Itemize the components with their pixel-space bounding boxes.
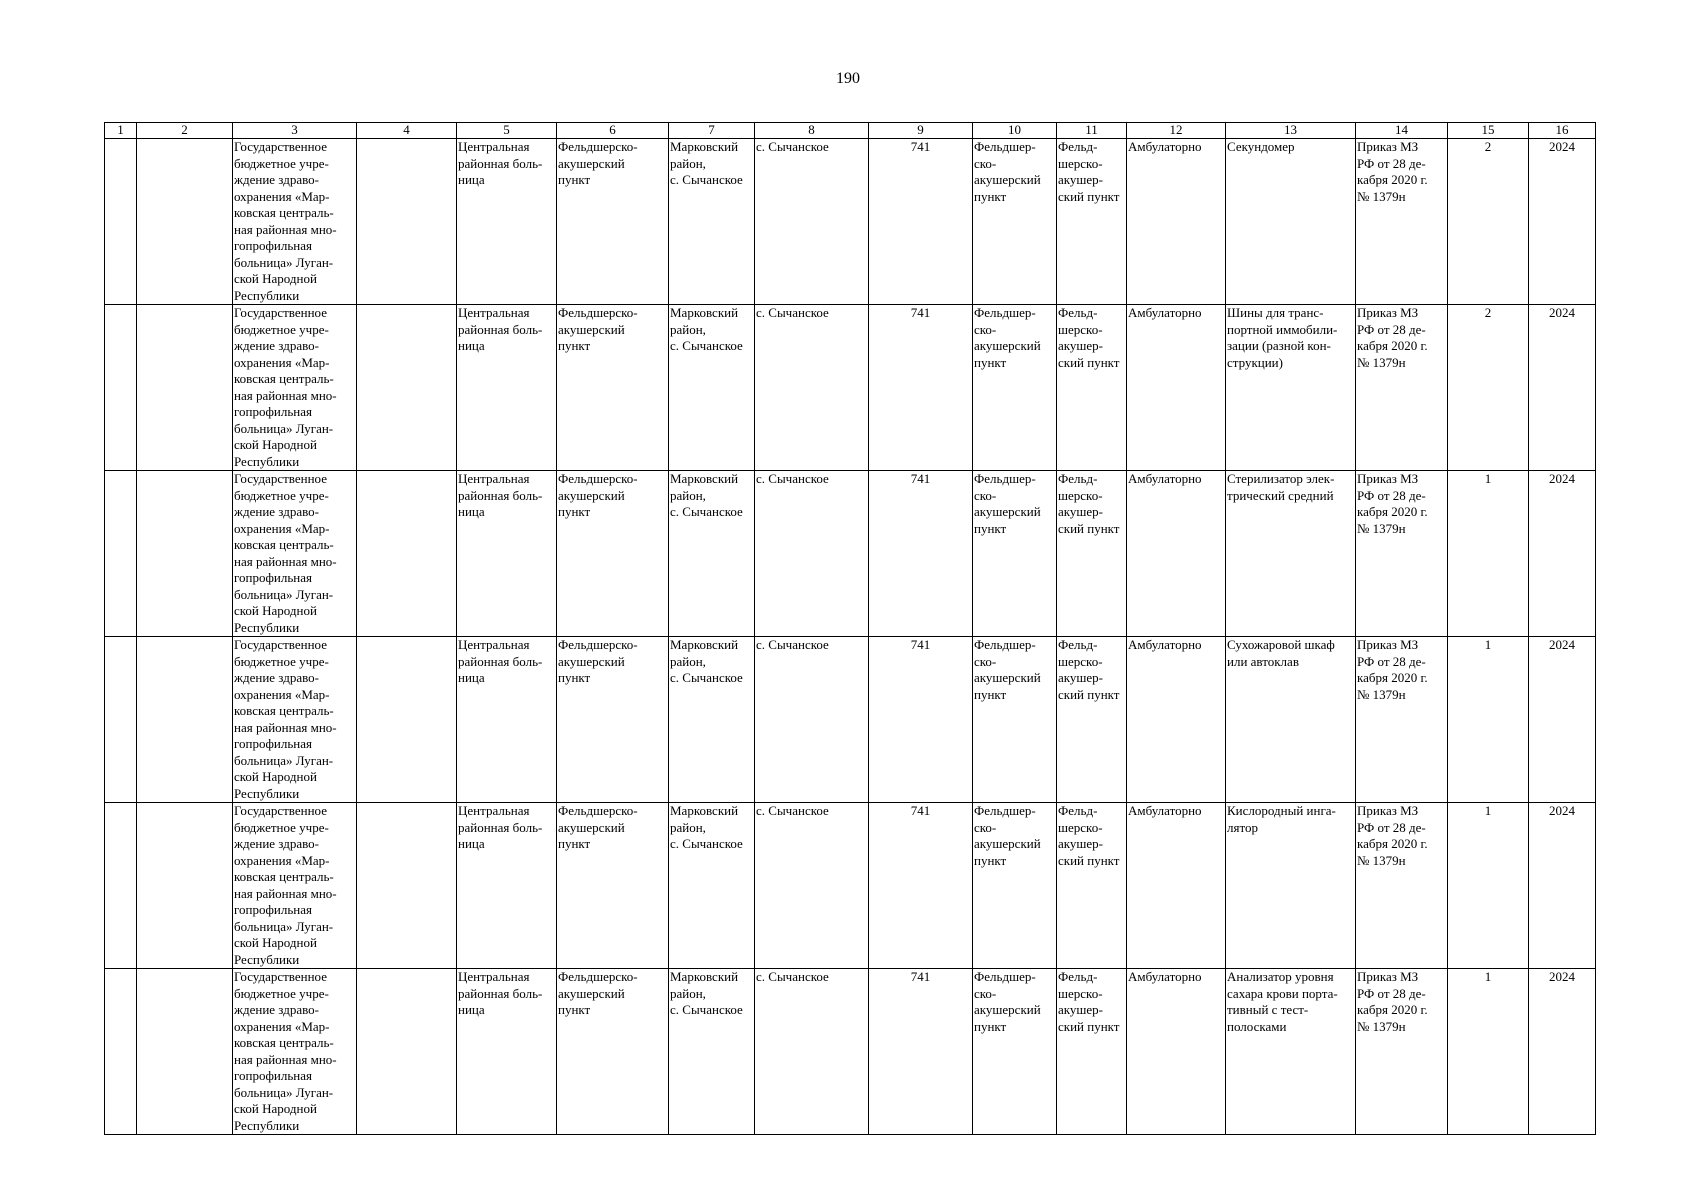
hospital-type-cell: Центральная районная боль- ница [457, 139, 557, 305]
unit-type-cell: Фельдшер- ско- акушерский пункт [973, 139, 1057, 305]
quantity-cell: 2 [1448, 305, 1529, 471]
table-body [105, 139, 1596, 1135]
unit-name-cell: Фельд- шерско- акушер- ский пункт [1057, 637, 1127, 803]
organization-cell: Государственное бюджетное учре- ждение здраво- охранения «Мар- ковская централь- ная районная мно- гопрофильная больница» Луган- ской Народной Республики [233, 139, 357, 305]
unit-type-cell: Фельдшер- ско- акушерский пункт [973, 471, 1057, 637]
column-header: 14 [1356, 123, 1448, 139]
unit-type-cell: Фельдшер- ско- акушерский пункт [973, 969, 1057, 1135]
order-reference-cell: Приказ МЗ РФ от 28 де- кабря 2020 г. № 1379н [1356, 139, 1448, 305]
settlement-cell: с. Сычанское [755, 139, 869, 305]
population-cell: 741 [869, 637, 973, 803]
unit-type-cell: Фельдшер- ско- акушерский пункт [973, 305, 1057, 471]
table-header [105, 123, 1596, 139]
col-2-cell [137, 139, 233, 305]
column-header: 16 [1529, 123, 1596, 139]
quantity-cell: 1 [1448, 969, 1529, 1135]
district-cell: Марковский район, с. Сычанское [669, 139, 755, 305]
col-4-cell [357, 803, 457, 969]
population-cell: 741 [869, 471, 973, 637]
col-2-cell [137, 969, 233, 1135]
table-row [105, 305, 1596, 471]
table-row [105, 471, 1596, 637]
facility-type-cell: Фельдшерско- акушерский пункт [557, 139, 669, 305]
quantity-cell: 1 [1448, 637, 1529, 803]
facility-type-cell: Фельдшерско- акушерский пункт [557, 637, 669, 803]
column-header: 1 [105, 123, 137, 139]
column-header: 3 [233, 123, 357, 139]
column-number-row [105, 123, 1596, 139]
col-1-cell [105, 803, 137, 969]
col-1-cell [105, 305, 137, 471]
quantity-cell: 2 [1448, 139, 1529, 305]
district-cell: Марковский район, с. Сычанское [669, 803, 755, 969]
settlement-cell: с. Сычанское [755, 305, 869, 471]
column-header: 2 [137, 123, 233, 139]
col-2-cell [137, 305, 233, 471]
column-header: 10 [973, 123, 1057, 139]
district-cell: Марковский район, с. Сычанское [669, 305, 755, 471]
table-row [105, 139, 1596, 305]
organization-cell: Государственное бюджетное учре- ждение здраво- охранения «Мар- ковская централь- ная районная мно- гопрофильная больница» Луган- ской Народной Республики [233, 471, 357, 637]
equipment-name-cell: Сухожаровой шкаф или автоклав [1226, 637, 1356, 803]
column-header: 8 [755, 123, 869, 139]
table-row [105, 969, 1596, 1135]
district-cell: Марковский район, с. Сычанское [669, 969, 755, 1135]
col-4-cell [357, 637, 457, 803]
hospital-type-cell: Центральная районная боль- ница [457, 969, 557, 1135]
col-4-cell [357, 139, 457, 305]
order-reference-cell: Приказ МЗ РФ от 28 де- кабря 2020 г. № 1379н [1356, 637, 1448, 803]
col-2-cell [137, 803, 233, 969]
order-reference-cell: Приказ МЗ РФ от 28 де- кабря 2020 г. № 1379н [1356, 803, 1448, 969]
col-2-cell [137, 471, 233, 637]
col-1-cell [105, 139, 137, 305]
organization-cell: Государственное бюджетное учре- ждение здраво- охранения «Мар- ковская централь- ная районная мно- гопрофильная больница» Луган- ской Народной Республики [233, 803, 357, 969]
column-header: 13 [1226, 123, 1356, 139]
table-row [105, 803, 1596, 969]
unit-name-cell: Фельд- шерско- акушер- ский пункт [1057, 471, 1127, 637]
year-cell: 2024 [1529, 305, 1596, 471]
column-header: 11 [1057, 123, 1127, 139]
population-cell: 741 [869, 803, 973, 969]
col-2-cell [137, 637, 233, 803]
col-1-cell [105, 969, 137, 1135]
column-header: 12 [1127, 123, 1226, 139]
care-form-cell: Амбулаторно [1127, 305, 1226, 471]
hospital-type-cell: Центральная районная боль- ница [457, 305, 557, 471]
year-cell: 2024 [1529, 969, 1596, 1135]
page-number: 190 [836, 70, 860, 87]
col-4-cell [357, 969, 457, 1135]
column-header: 6 [557, 123, 669, 139]
care-form-cell: Амбулаторно [1127, 969, 1226, 1135]
settlement-cell: с. Сычанское [755, 637, 869, 803]
unit-name-cell: Фельд- шерско- акушер- ский пункт [1057, 305, 1127, 471]
col-4-cell [357, 305, 457, 471]
col-4-cell [357, 471, 457, 637]
column-header: 7 [669, 123, 755, 139]
organization-cell: Государственное бюджетное учре- ждение здраво- охранения «Мар- ковская централь- ная районная мно- гопрофильная больница» Луган- ской Народной Республики [233, 305, 357, 471]
quantity-cell: 1 [1448, 471, 1529, 637]
equipment-name-cell: Анализатор уровня сахара крови порта- тивный с тест- полосками [1226, 969, 1356, 1135]
unit-name-cell: Фельд- шерско- акушер- ский пункт [1057, 969, 1127, 1135]
facility-type-cell: Фельдшерско- акушерский пункт [557, 471, 669, 637]
organization-cell: Государственное бюджетное учре- ждение здраво- охранения «Мар- ковская централь- ная районная мно- гопрофильная больница» Луган- ской Народной Республики [233, 637, 357, 803]
settlement-cell: с. Сычанское [755, 471, 869, 637]
population-cell: 741 [869, 139, 973, 305]
hospital-type-cell: Центральная районная боль- ница [457, 471, 557, 637]
equipment-name-cell: Секундомер [1226, 139, 1356, 305]
document-table [104, 122, 1596, 1135]
year-cell: 2024 [1529, 803, 1596, 969]
equipment-name-cell: Шины для транс- портной иммобили- зации (разной кон- струкции) [1226, 305, 1356, 471]
col-1-cell [105, 471, 137, 637]
population-cell: 741 [869, 969, 973, 1135]
organization-cell: Государственное бюджетное учре- ждение здраво- охранения «Мар- ковская централь- ная районная мно- гопрофильная больница» Луган- ской Народной Республики [233, 969, 357, 1135]
year-cell: 2024 [1529, 637, 1596, 803]
care-form-cell: Амбулаторно [1127, 803, 1226, 969]
care-form-cell: Амбулаторно [1127, 637, 1226, 803]
order-reference-cell: Приказ МЗ РФ от 28 де- кабря 2020 г. № 1379н [1356, 305, 1448, 471]
quantity-cell: 1 [1448, 803, 1529, 969]
order-reference-cell: Приказ МЗ РФ от 28 де- кабря 2020 г. № 1379н [1356, 969, 1448, 1135]
table-row [105, 637, 1596, 803]
population-cell: 741 [869, 305, 973, 471]
settlement-cell: с. Сычанское [755, 803, 869, 969]
order-reference-cell: Приказ МЗ РФ от 28 де- кабря 2020 г. № 1379н [1356, 471, 1448, 637]
facility-type-cell: Фельдшерско- акушерский пункт [557, 803, 669, 969]
hospital-type-cell: Центральная районная боль- ница [457, 637, 557, 803]
care-form-cell: Амбулаторно [1127, 139, 1226, 305]
col-1-cell [105, 637, 137, 803]
unit-name-cell: Фельд- шерско- акушер- ский пункт [1057, 139, 1127, 305]
unit-name-cell: Фельд- шерско- акушер- ский пункт [1057, 803, 1127, 969]
unit-type-cell: Фельдшер- ско- акушерский пункт [973, 803, 1057, 969]
hospital-type-cell: Центральная районная боль- ница [457, 803, 557, 969]
column-header: 9 [869, 123, 973, 139]
unit-type-cell: Фельдшер- ско- акушерский пункт [973, 637, 1057, 803]
column-header: 5 [457, 123, 557, 139]
year-cell: 2024 [1529, 471, 1596, 637]
care-form-cell: Амбулаторно [1127, 471, 1226, 637]
column-header: 15 [1448, 123, 1529, 139]
facility-type-cell: Фельдшерско- акушерский пункт [557, 969, 669, 1135]
facility-type-cell: Фельдшерско- акушерский пункт [557, 305, 669, 471]
year-cell: 2024 [1529, 139, 1596, 305]
district-cell: Марковский район, с. Сычанское [669, 637, 755, 803]
equipment-name-cell: Стерилизатор элек- трический средний [1226, 471, 1356, 637]
column-header: 4 [357, 123, 457, 139]
equipment-name-cell: Кислородный инга- лятор [1226, 803, 1356, 969]
settlement-cell: с. Сычанское [755, 969, 869, 1135]
district-cell: Марковский район, с. Сычанское [669, 471, 755, 637]
